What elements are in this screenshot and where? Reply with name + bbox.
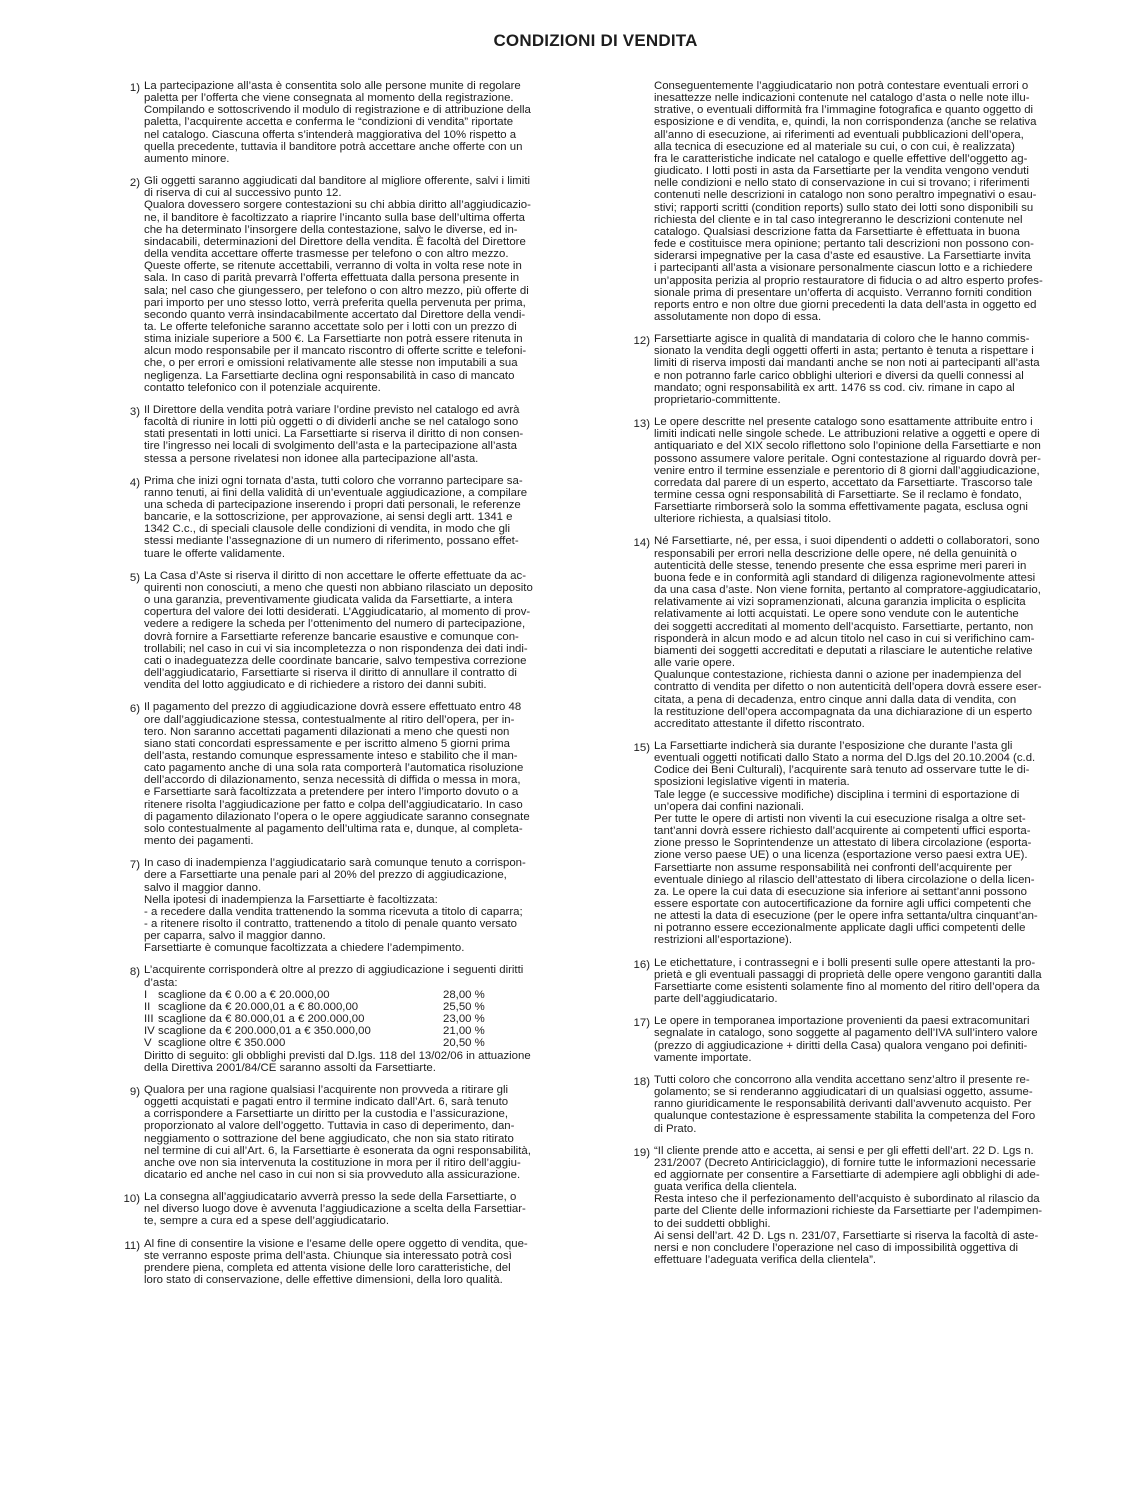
fee-table <box>144 989 557 1050</box>
clause-text: Conseguentemente l’aggiudicatario non potrà contestare eventuali errori o inesattezze nelle indicazioni contenute nel catalogo d’asta o nelle note illu- strative, o eventuali difformità fra l’immagine fotografica e quanto oggetto di esposizione e di vendita, e, quindi, la non corrispondenza (anche se relativa all’anno di esecuzione, ai riferimenti ad eventuali pubblicazioni dell’opera, alla tecnica di esecuzione ed al materiale su cui, o con cui, è realizzata) fra le caratteristiche indicate nel catalogo e quelle effettive dell’oggetto ag- giudicato. I lotti posti in asta da Farsettiarte per la vendita vengono venduti nelle condizioni e nello stato di conservazione in cui si trovano; i riferimenti contenuti nelle descrizioni in catalogo non sono peraltro impegnativi o esau- stivi; rapporti scritti (condition reports) sullo stato dei lotti sono disponibili su richiesta del cliente e in tal caso integreranno le descrizioni contenute nel catalogo. Qualsiasi descrizione fatta da Farsettiarte è effettuata in buona fede e costituisce mera opinione; pertanto tali descrizioni non possono con- siderarsi impegnative per la casa d’aste ed esaustive. La Farsettiarte invita i partecipanti all’asta a visionare personalmente ciascun lotto e a richiedere un’apposita perizia al proprio restauratore di fiducia o ad altro esperto profes- sionale prima di presentare un’offerta di acquisto. Verranno forniti condition reports entro e non oltre due giorni precedenti la data dell’asta in oggetto ed assolutamente non dopo di essa. <box>654 80 1043 323</box>
clause-9 <box>112 1084 557 1181</box>
fee-rate: 21,00 % <box>443 1025 485 1038</box>
clause-number: 14) <box>633 537 650 550</box>
clause-15 <box>622 740 1067 947</box>
clause-number: 6) <box>129 703 140 716</box>
clause-number: 13) <box>633 418 650 431</box>
page-title: CONDIZIONI DI VENDITA <box>493 31 698 50</box>
clause-number: 18) <box>633 1075 650 1088</box>
clause-text: Al fine di consentire la visione e l’esame delle opere oggetto di vendita, que- ste verranno esposte prima dell’asta. Chiunque sia interessato potrà così prendere piena, completa ed attenta visione delle loro caratteristiche, del loro stato di conservazione, delle effettive dimensioni, della loro qualità. <box>144 1237 528 1287</box>
fee-tier: V <box>144 1037 152 1050</box>
fee-row <box>144 1025 557 1037</box>
clause-text: Il Direttore della vendita potrà variare l’ordine previsto nel catalogo ed avrà facoltà di riunire in lotti più oggetti o di dividerli anche se nel catalogo sono stati presentati in lotti unici. La Farsettiarte si riserva il diritto di non consen- tire l’ingresso nei locali di svolgimento dell’asta e la partecipazione all’asta stessa a persone rivelatesi non idonee alla partecipazione all’asta. <box>144 403 524 465</box>
clause-number: 10) <box>123 1193 140 1206</box>
clause-number: 9) <box>129 1085 140 1098</box>
fee-tier: III <box>144 1013 154 1026</box>
clause-8 <box>112 964 557 1073</box>
clause-text: Resta inteso che il perfezionamento dell’acquisto è subordinato al rilascio da parte del Cliente delle informazioni richieste da Farsettiarte per l’adempimen- to dei suddetti obblighi. <box>654 1193 1043 1230</box>
clause-7 <box>112 857 557 954</box>
clause-text: In caso di inadempienza l’aggiudicatario sarà comunque tenuto a corrispon- dere a Farsettiarte una penale pari al 20% del prezzo di aggiudicazione, salvo il maggior danno. <box>144 857 526 894</box>
clause-text: Diritto di seguito: gli obblighi previsti dal D.lgs. 118 del 13/02/06 in attuazione della Direttiva 2001/84/CE saranno assolti da Farsettiarte. <box>144 1049 531 1074</box>
clause-3 <box>112 404 557 465</box>
clause-16 <box>622 957 1067 1006</box>
clause-10 <box>112 1191 557 1227</box>
clause-2 <box>112 175 557 394</box>
clause-number: 15) <box>633 741 650 754</box>
clause-text: Farsettiarte agisce in qualità di mandataria di coloro che le hanno commis- sionato la vendita degli oggetti offerti in asta; pertanto è tenuta a rispettare i limiti di riserva imposti dai mandanti anche se non noti ai partecipanti all’asta e non potranno farle carico obblighi ulteriori e diversi da quelli connessi al mandato; ogni responsabilità ex artt. 1476 ss cod. civ. rimane in capo al proprietario-committente. <box>654 333 1040 406</box>
clause-text: Tale legge (e successive modifiche) disciplina i termini di esportazione di un’opera dai confini nazionali. <box>654 788 1020 813</box>
clause-text: La consegna all’aggiudicatario avverrà presso la sede della Farsettiarte, o nel diverso luogo dove è avvenuta l’aggiudicazione a scelta della Farsettiar- te, sempre a cura ed a spese dell’aggiudicatario. <box>144 1191 526 1228</box>
clause-text: Le opere in temporanea importazione provenienti da paesi extracomunitari segnalate in catalogo, sono soggette al pagamento dell’IVA sull’intero valore (prezzo di aggiudicazione + diritti della Casa) qualora vengano poi definiti- vamente importate. <box>654 1015 1038 1064</box>
fee-range: scaglione da € 20.000,01 a € 80.000,00 <box>158 1000 359 1013</box>
clause-number: 19) <box>633 1146 650 1159</box>
clause-12 <box>622 333 1067 406</box>
clause-text: Prima che inizi ogni tornata d’asta, tutti coloro che vorranno partecipare sa- ranno tenuti, ai fini della validità di un’eventuale aggiudicazione, a compilare una scheda di partecipazione inserendo i propri dati personali, le referenze bancarie, e la sottoscrizione, per approvazione, ai sensi degli artt. 1341 e 1342 C.c., di speciali clausole delle condizioni di vendita, in modo che gli stessi mediante l’assegnazione di un numero di riferimento, possano effet- tuare le offerte validamente. <box>144 474 528 560</box>
clause-text: La partecipazione all’asta è consentita solo alle persone munite di regolare paletta per l’offerta che viene consegnata al momento della registrazione. Compilando e sottoscrivendo il modulo di registrazione e di attribuzione della paletta, l’acquirente accetta e conferma le “condizioni di vendita” riportate nel catalogo. Ciascuna offerta s’intenderà maggiorativa del 10% rispetto a quella precedente, tuttavia il banditore potrà accettare anche offerte con un aumento minore. <box>144 80 531 165</box>
clause-text: Nella ipotesi di inadempienza la Farsettiarte è facoltizzata: - a recedere dalla vendita trattenendo la somma ricevuta a titolo di caparra; - a ritenere risolto il contratto, trattenendo a titolo di penale quanto versato per caparra, salvo il maggior danno. Farsettiarte è comunque facoltizzata a chiedere l’adempimento. <box>144 893 523 955</box>
clause-13 <box>622 416 1067 525</box>
clause-18 <box>622 1074 1067 1135</box>
clause-text: Qualora per una ragione qualsiasi l’acquirente non provveda a ritirare gli oggetti acquistati e pagati entro il termine indicato dall’Art. 6, sarà tenuto a corrispondere a Farsettiarte un diritto per la custodia e l’assicurazione, proporzionato al valore dell’oggetto. Tuttavia in caso di deperimento, dan- neggiamento o sottrazione del bene aggiudicato, che non sia stato ritirato nel termine di cui all’Art. 6, la Farsettiarte è esonerata da ogni responsabilità, anche ove non sia intervenuta la costituzione in mora per il ritiro dell’aggiu- dicatario ed anche nel caso in cui non si sia provveduto alla assicurazione. <box>144 1083 531 1181</box>
fee-rate: 23,00 % <box>443 1013 485 1026</box>
clause-text: Qualunque contestazione, richiesta danni o azione per inadempienza del contratto di vendita per difetto o non autenticità dell’opera dovrà essere eser- citata, a pena di decadenza, entro cinque anni dalla data di vendita, con la restituzione dell’opera accompagnata da una dichiarazione di un esperto accreditato attestante il difetto riscontrato. <box>654 669 1042 730</box>
clause-text: Le opere descritte nel presente catalogo sono esattamente attribuite entro i limiti indicati nelle singole schede. Le attribuzioni relative a oggetti e opere di antiquariato e del XIX secolo riflettono solo l’opinione della Farsettiarte e non possono assumere valore peritale. Ogni contestazione al riguardo dovrà per- venire entro il termine essenziale e perentorio di 8 giorni dall’aggiudicazione, corredata dal parere di un esperto, accettato da Farsettiarte. Trascorso tale termine cessa ogni responsabilità di Farsettiarte. Se il reclamo è fondato, Farsettiarte rimborserà solo la somma effettivamente pagata, esclusa ogni ulteriore richiesta, a qualsiasi titolo. <box>654 416 1041 526</box>
clause-5 <box>112 570 557 692</box>
left-column <box>112 80 557 1286</box>
clause-text: Qualora dovessero sorgere contestazioni su chi abbia diritto all’aggiudicazio- ne, il banditore è facoltizzato a riaprire l’incanto sulla base dell’ultima offerta che ha determinato l’insorgere della contestazione, salvo le diverse, ed in- sindacabili, determinazioni del Direttore della vendita. È facoltà del Direttore della vendita accettare offerte trasmesse per telefono o con altro mezzo. Queste offerte, se ritenute accettabili, verranno di volta in volta rese note in sala. In caso di parità prevarrà l’offerta effettuata dalla persona presente in sala; nel caso che giungessero, per telefono o con altro mezzo, più offerte di pari importo per uno stesso lotto, verrà preferita quella pervenuta per prima, secondo quanto verrà insindacabilmente accertato dal Direttore della vendi- ta. Le offerte telefoniche saranno accettate solo per i lotti con un prezzo di stima iniziale superiore a 500 €. La Farsettiarte non potrà essere ritenuta in alcun modo responsabile per il mancato riscontro di offerte scritte e telefoni- che, o per errori e omissioni relativamente alle stesse non imputabili a sua negligenza. La Farsettiarte declina ogni responsabilità in caso di mancato contatto telefonico con il potenziale acquirente. <box>144 199 531 394</box>
fee-range: scaglione da € 80.000,01 a € 200.000,00 <box>158 1013 365 1026</box>
clause-14 <box>622 535 1067 730</box>
fee-tier: II <box>144 1000 151 1013</box>
fee-row <box>144 1001 557 1013</box>
fee-tier: IV <box>144 1025 155 1038</box>
fee-range: scaglione oltre € 350.000 <box>158 1037 286 1050</box>
clause-4 <box>112 475 557 560</box>
fee-row <box>144 1037 557 1049</box>
clause-17 <box>622 1015 1067 1064</box>
clause-text: Le etichettature, i contrassegni e i bolli presenti sulle opere attestanti la pro- prietà e gli eventuali passaggi di proprietà delle opere vengono garantiti dalla Farsettiarte come esistenti solamente fino al momento del ritiro dell’opera da parte dell’aggiudicatario. <box>654 956 1042 1006</box>
clause-text: Il pagamento del prezzo di aggiudicazione dovrà essere effettuato entro 48 ore dall’aggiudicazione stessa, contestualmente al ritiro dell’opera, per in- tero. Non saranno accettati pagamenti dilazionati a meno che questi non siano stati concordati espressamente e per iscritto almeno 5 giorni prima dell’asta, restando comunque espressamente inteso e stabilito che il man- cato pagamento anche di una sola rata comporterà l’automatica risoluzione dell’accordo di dilazionamento, senza necessità di diffida o messa in mora, e Farsettiarte sarà facoltizzata a pretendere per intero l’importo dovuto o a ritenere risolta l’aggiudicazione per fatto e colpa dell’aggiudicatario. In caso di pagamento dilazionato l’opera o le opere aggiudicate saranno consegnate solo contestualmente al pagamento dell’ultima rata e, dunque, al completa- mento dei pagamenti. <box>144 701 530 848</box>
clause-number: 8) <box>129 966 140 979</box>
clause-text: Per tutte le opere di artisti non viventi la cui esecuzione risalga a oltre set- tant’anni dovrà essere richiesto dall’acquirente ai competenti uffici esporta- zione presso le Soprintendenze un attestato di libera circolazione (esporta- zione verso paese UE) o una licenza (esportazione verso paesi extra UE). <box>654 812 1032 862</box>
clause-text: La Casa d’Aste si riserva il diritto di non accettare le offerte effettuate da ac- quirenti non conosciuti, a meno che questi non abbiano rilasciato un deposito o una garanzia, preventivamente giudicata valida da Farsettiarte, a intera copertura del valore dei lotti desiderati. L’Aggiudicatario, al momento di prov- vedere a redigere la scheda per l’ottenimento del numero di partecipazione, dovrà fornire a Farsettiarte referenze bancarie esaustive e comunque con- trollabili; nel caso in cui vi sia incompletezza o non rispondenza dei dati indi- cati o inadeguatezza delle coordinate bancarie, salvo tempestiva correzione dell’aggiudicatario, Farsettiarte si riserva il diritto di annullare il contratto di vendita del lotto aggiudicato e di richiedere a ristoro dei danni subiti. <box>144 569 533 692</box>
clause-number: 5) <box>129 571 140 584</box>
clause-text: Né Farsettiarte, né, per essa, i suoi dipendenti o addetti o collaboratori, sono responsabili per errori nella descrizione delle opere, né della genuinità o autenticità delle stesse, tenendo presente che essa esprime meri pareri in buona fede e in conformità agli standard di diligenza ragionevolmente attesi da una casa d’aste. Non viene fornita, pertanto al compratore-aggiudicatario, relativamente ai vizi sopramenzionati, alcuna garanzia implicita o esplicita relativamente ai lotti acquistati. Le opere sono vendute con le autentiche dei soggetti accreditati al momento dell’acquisto. Farsettiarte, pertanto, non risponderà in alcun modo e ad alcun titolo nel caso in cui si verifichino cam- biamenti dei soggetti accreditati e deputati a rilasciare le autentiche relative alle varie opere. <box>654 535 1041 670</box>
clause-text: L’acquirente corrisponderà oltre al prezzo di aggiudicazione i seguenti diritti d’asta: <box>144 964 524 989</box>
clause-text: Gli oggetti saranno aggiudicati dal banditore al migliore offerente, salvi i limiti di riserva di cui al successivo punto 12. <box>144 175 531 200</box>
clause-number: 4) <box>129 476 140 489</box>
fee-range: scaglione da € 200.000,01 a € 350.000,00 <box>158 1025 371 1038</box>
clause-text: “Il cliente prende atto e accetta, ai sensi e per gli effetti dell’art. 22 D. Lgs n. 231/2007 (Decreto Antiriciclaggio), di fornire tutte le informazioni necessarie ed aggiornate per consentire a Farsettiarte di adempiere agli obblighi di ade- guata verifica della clientela. <box>654 1144 1040 1194</box>
clause-number: 7) <box>129 859 140 872</box>
clause-text: La Farsettiarte indicherà sia durante l’esposizione che durante l’asta gli eventuali oggetti notificati dallo Stato a norma del D.lgs del 20.10.2004 (c.d. Codice dei Beni Culturali), l’acquirente sarà tenuto ad osservare tutte le di- sposizioni legislative vigenti in materia. <box>654 739 1036 789</box>
fee-rate: 28,00 % <box>443 988 485 1001</box>
fee-tier: I <box>144 988 148 1001</box>
clause-text: Tutti coloro che concorrono alla vendita accettano senz’altro il presente re- golamento; se si renderanno aggiudicatari di un qualsiasi oggetto, assume- ranno giuridicamente le responsabilità derivanti dall’avvenuto acquisto. Per qualunque contestazione è espressamente stabilita la competenza del Foro di Prato. <box>654 1073 1036 1135</box>
clause-number: 3) <box>129 405 140 418</box>
fee-rate: 20,50 % <box>443 1037 485 1050</box>
fee-range: scaglione da € 0.00 a € 20.000,00 <box>158 988 330 1001</box>
clause-number: 1) <box>129 82 140 94</box>
clause-number: 11) <box>124 1239 140 1252</box>
fee-row <box>144 1013 557 1025</box>
clause-text: Farsettiarte non assume responsabilità nei confronti dell’acquirente per eventuale diniego al rilascio dell’attestato di libera circolazione o della licen- za. Le opere la cui data di esecuzione sia inferiore ai settant’anni possono essere esportate con autocertificazione da fornire agli uffici competenti che ne attesti la data di esecuzione (per le opere infra settanta/ultra cinquant’an- ni potranno essere eccezionalmente applicate dagli uffici competenti delle restrizioni all’esportazione). <box>654 861 1038 947</box>
clause-1 <box>112 80 557 165</box>
right-column <box>622 80 1067 1266</box>
fee-rate: 25,50 % <box>443 1000 485 1013</box>
clause-19 <box>622 1145 1067 1267</box>
clause-text: Ai sensi dell’art. 42 D. Lgs n. 231/07, Farsettiarte si riserva la facoltà di aste- nersi e non concludere l’operazione nel caso di impossibilità oggettiva di effettuare l’adeguata verifica della clientela”. <box>654 1229 1039 1267</box>
clause-11-continued <box>622 80 1067 323</box>
fee-row <box>144 989 557 1001</box>
clause-11 <box>112 1238 557 1287</box>
clause-number: 2) <box>129 177 140 190</box>
clause-number: 12) <box>633 335 650 348</box>
clause-number: 16) <box>633 958 650 971</box>
clause-6 <box>112 701 557 847</box>
clause-number: 17) <box>633 1017 650 1030</box>
